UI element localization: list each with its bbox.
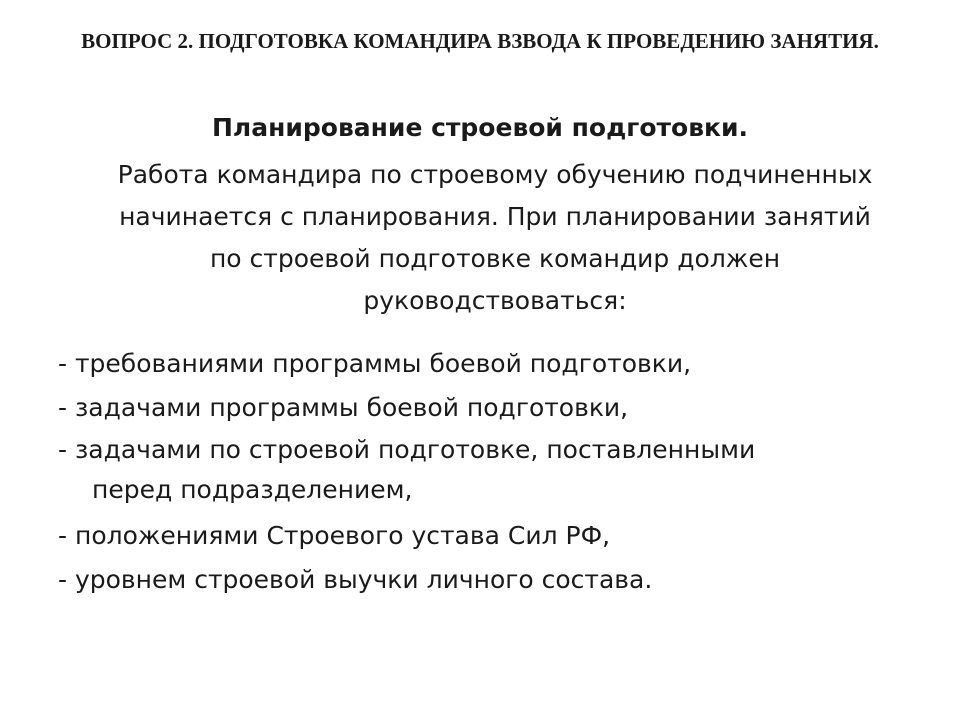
slide-subtitle: Планирование строевой подготовки. xyxy=(212,113,748,142)
list-item xyxy=(58,342,918,386)
list-item-continuation: перед подразделением, xyxy=(92,475,413,504)
list-item-text: - положениями Строевого устава Сил РФ, xyxy=(58,521,611,550)
list-item xyxy=(58,558,918,602)
list-item xyxy=(58,514,918,558)
list-item xyxy=(58,386,918,430)
slide-title: ВОПРОС 2. ПОДГОТОВКА КОМАНДИРА ВЗВОДА К ПРОВЕДЕНИЮ ЗАНЯТИЯ. xyxy=(81,29,879,53)
list-item-text: - уровнем строевой выучки личного состава. xyxy=(58,565,653,594)
list-item-text: - требованиями программы боевой подготовки, xyxy=(58,349,692,378)
list-item-text: - задачами программы боевой подготовки, xyxy=(58,393,629,422)
requirements-list xyxy=(58,342,918,602)
list-item-text: - задачами по строевой подготовке, поставленными xyxy=(58,435,756,464)
list-item xyxy=(58,430,918,514)
intro-paragraph: Работа командира по строевому обучению подчиненных начинается с планирования. При планировании занятий по строевой подготовке командир должен руководствоваться: xyxy=(117,160,873,315)
